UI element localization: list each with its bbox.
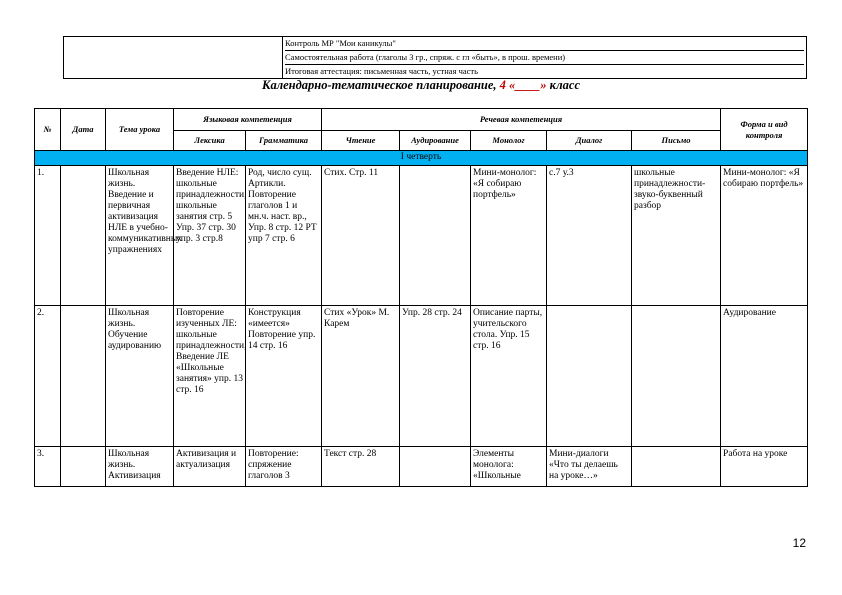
top-box-line-3: Итоговая аттестация: письменная часть, устная часть — [285, 66, 479, 76]
cell-listening — [400, 447, 471, 487]
header-dialogue: Диалог — [547, 131, 632, 151]
cell-monologue: Описание парты, учительского стола. Упр. 15 стр. 16 — [471, 306, 547, 447]
cell-dialogue: Мини-диалоги «Что ты делаешь на уроке…» — [547, 447, 632, 487]
cell-date — [61, 306, 106, 447]
cell-lexis: Повторение изученных ЛЕ: школьные принадлежности, Введение ЛЕ «Школьные занятия» упр. 13 стр. 16 — [174, 306, 246, 447]
cell-writing — [632, 447, 721, 487]
header-lexis: Лексика — [174, 131, 246, 151]
cell-reading: Стих. Стр. 11 — [322, 166, 400, 306]
table-row — [35, 306, 808, 447]
cell-num: 2. — [35, 306, 61, 447]
header-control: Форма и вид контроля — [721, 109, 808, 151]
cell-control: Мини-монолог: «Я собираю портфель» — [721, 166, 808, 306]
cell-num: 1. — [35, 166, 61, 306]
cell-dialogue — [547, 306, 632, 447]
cell-monologue: Элементы монолога: «Школьные — [471, 447, 547, 487]
cell-grammar: Род, число сущ. Артикли. Повторение глаголов 1 и мн.ч. наст. вр., Упр. 8 стр. 12 РТ упр 7 стр. 6 — [246, 166, 322, 306]
top-box-line-2: Самостоятельная работа (глаголы 3 гр., спряж. с гл «быть», в прош. времени) — [285, 51, 804, 65]
table-row — [35, 166, 808, 306]
cell-grammar: Конструкция «имеется» Повторение упр. 14 стр. 16 — [246, 306, 322, 447]
header-num: № — [35, 109, 61, 151]
cell-reading: Текст стр. 28 — [322, 447, 400, 487]
cell-grammar: Повторение: спряжение глаголов 3 — [246, 447, 322, 487]
planning-table — [34, 108, 808, 487]
quarter-label: I четверть — [35, 151, 808, 166]
top-box-line-1: Контроль МР "Мои каникулы" — [285, 37, 804, 51]
cell-date — [61, 166, 106, 306]
cell-writing — [632, 306, 721, 447]
cell-listening — [400, 166, 471, 306]
cell-dialogue: с.7 у.3 — [547, 166, 632, 306]
header-monologue: Монолог — [471, 131, 547, 151]
table-row — [35, 447, 808, 487]
header-speech-competence: Речевая компетенция — [322, 109, 721, 131]
header-date: Дата — [61, 109, 106, 151]
cell-topic: Школьная жизнь. Обучение аудированию — [106, 306, 174, 447]
top-info-box — [63, 36, 807, 79]
header-writing: Письмо — [632, 131, 721, 151]
header-listening: Аудирование — [400, 131, 471, 151]
page-title-text: Календарно-тематическое планирование, — [261, 78, 497, 92]
quarter-row — [35, 151, 808, 166]
page-number: 12 — [792, 536, 806, 550]
header-grammar: Грамматика — [246, 131, 322, 151]
top-box-empty-cell — [64, 37, 283, 79]
page-title-suffix: класс — [549, 78, 581, 92]
cell-control: Аудирование — [721, 306, 808, 447]
cell-num: 3. — [35, 447, 61, 487]
cell-reading: Стих «Урок» М. Карем — [322, 306, 400, 447]
cell-lexis: Активизация и актуализация — [174, 447, 246, 487]
cell-listening: Упр. 28 стр. 24 — [400, 306, 471, 447]
cell-writing: школьные принадлежности-звуко-буквенный разбор — [632, 166, 721, 306]
cell-topic: Школьная жизнь. Активизация — [106, 447, 174, 487]
cell-date — [61, 447, 106, 487]
top-box-text-cell — [283, 37, 807, 79]
page-title — [0, 78, 842, 93]
header-row-1 — [35, 109, 808, 131]
header-reading: Чтение — [322, 131, 400, 151]
cell-lexis: Введение НЛЕ: школьные принадлежности, школьные занятия стр. 5 Упр. 37 стр. 30 упр. 3 стр.8 — [174, 166, 246, 306]
cell-control: Работа на уроке — [721, 447, 808, 487]
cell-monologue: Мини-монолог: «Я собираю портфель» — [471, 166, 547, 306]
header-language-competence: Языковая компетенция — [174, 109, 322, 131]
cell-topic: Школьная жизнь. Введение и первичная активизация НЛЕ в учебно-коммуникативных упражнениях — [106, 166, 174, 306]
page-title-grade: 4 «____» — [499, 78, 547, 92]
header-topic: Тема урока — [106, 109, 174, 151]
